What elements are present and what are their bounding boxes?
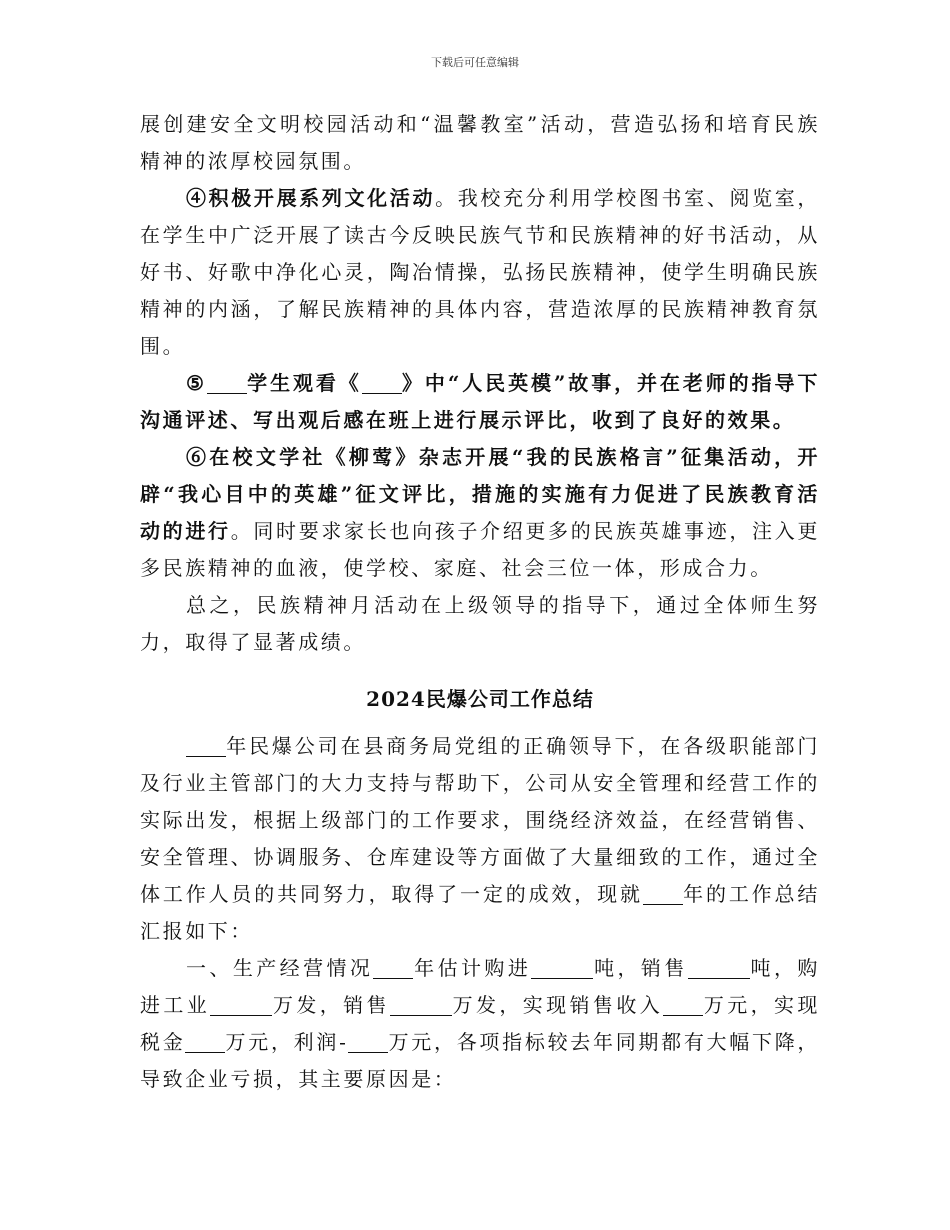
- blank-field: [362, 371, 402, 394]
- production-text: 万发，销售: [272, 993, 390, 1017]
- paragraph-culture-activities: [140, 180, 820, 365]
- production-text: 年估计购进: [413, 956, 532, 980]
- literary-society-heading: ⑥在校文学社《柳莺》杂志开展“我的民族格言”征集活动，开辟“我心目中的英雄”征文评比，措施的实施有力促进了民族教育活动的进行: [140, 445, 820, 543]
- blank-field: [348, 1030, 388, 1053]
- paragraph-summary-intro: [140, 728, 820, 950]
- literary-society-text: 。同时要求家长也向孩子介绍更多的民族英雄事迹，注入更多民族精神的血液，使学校、家庭、社会三位一体，形成合力。: [140, 519, 820, 580]
- culture-activities-heading: ④积极开展系列文化活动: [186, 186, 436, 210]
- production-text: 吨，购进工业: [140, 956, 820, 1017]
- blank-field: [373, 956, 413, 979]
- paragraph-student-viewing: [140, 365, 820, 439]
- document-body: [140, 106, 820, 1098]
- production-text: 万元，实现税金: [140, 993, 821, 1054]
- production-heading: 一、生产经营情况: [186, 956, 374, 980]
- blank-field: [531, 956, 593, 979]
- blank-field: [688, 956, 750, 979]
- section-title: 2024民爆公司工作总结: [366, 687, 594, 711]
- student-viewing-text-a: 学生观看《: [246, 371, 362, 395]
- production-text: 万元，利润-: [225, 1030, 349, 1054]
- production-text: 万元，各项指标较去年同期都有大幅下降，导致企业亏损，其主要原因是：: [140, 1030, 821, 1091]
- paragraph-production-status: [140, 950, 820, 1098]
- summary-intro-text: 年民爆公司在县商务局党组的正确领导下，在各级职能部门及行业主管部门的大力支持与帮助下，公司从安全管理和经营工作的实际出发，根据上级部门的工作要求，围绕经济效益，在经营销售、安全管理、协调服务、仓库建设等方面做了大量细致的工作，通过全体工作人员的共同努力，取得了一定的成效，现就: [140, 734, 820, 906]
- blank-field: [186, 734, 226, 757]
- blank-field: [663, 993, 703, 1016]
- paragraph-literary-society: [140, 439, 820, 587]
- production-text: 吨，销售: [593, 956, 688, 980]
- culture-activities-text: 。我校充分利用学校图书室、阅览室，在学生中广泛开展了读古今反映民族气节和民族精神的好书活动，从好书、好歌中净化心灵，陶冶情操，弘扬民族精神，使学生明确民族精神的内涵，了解民族精神的具体内容，营造浓厚的民族精神教育氛围。: [140, 186, 820, 358]
- blank-field: [185, 1030, 225, 1053]
- student-viewing-text-b: 》中“人民英模”故事，并在老师的指导下沟通评述、写出观后感在班上进行展示评比，收到了良好的效果。: [140, 371, 820, 432]
- production-text: 万发，实现销售收入: [451, 993, 664, 1017]
- summary-intro-end: 年的工作总结汇报如下：: [140, 882, 820, 943]
- paragraph-campus-activities: 展创建安全文明校园活动和“温馨教室”活动，营造弘扬和培育民族精神的浓厚校园氛围。: [140, 112, 820, 173]
- blank-field: [390, 993, 452, 1016]
- paragraph-conclusion: 总之，民族精神月活动在上级领导的指导下，通过全体师生努力，取得了显著成绩。: [140, 593, 820, 654]
- page-header-note: 下载后可任意编辑: [431, 56, 519, 69]
- blank-field: [643, 882, 683, 905]
- student-viewing-number: ⑤: [186, 371, 207, 395]
- blank-field: [210, 993, 272, 1016]
- blank-field: [207, 371, 247, 394]
